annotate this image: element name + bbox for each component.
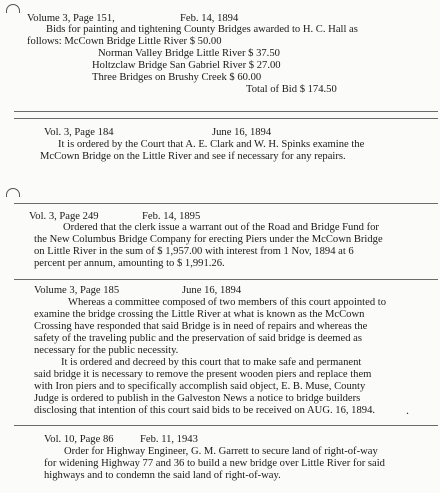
entry-text-line: Norman Valley Bridge Little River $ 37.50 <box>98 48 280 59</box>
entry-date: Feb. 11, 1943 <box>140 434 198 445</box>
entry-text-line: Three Bridges on Brushy Creek $ 60.00 <box>92 72 262 83</box>
entry-text-line: Ordered that the clerk issue a warrant out of the Road and Bridge Fund for <box>63 222 379 233</box>
entry-separator <box>14 118 438 119</box>
entry-text-line: necessary for the public necessity. <box>34 345 179 356</box>
entry-text-line: Holtzclaw Bridge San Gabriel River $ 27.00 <box>92 60 281 71</box>
entry-text-line: safety of the traveling public and the preservation of said bridge is deemed as <box>34 333 363 344</box>
entry-date: June 16, 1894 <box>212 127 272 138</box>
punch-hole-mark <box>6 4 20 13</box>
entry-date: Feb. 14, 1895 <box>142 211 201 222</box>
entry-text-line: the New Columbus Bridge Company for erecting Piers under the McCown Bridge <box>34 234 383 245</box>
entry-text-line: highways and to condemn the said land of right-of-way. <box>44 470 281 481</box>
entry-separator <box>14 111 438 112</box>
entry-separator <box>14 203 438 204</box>
entry-text-line: said bridge it is necessary to remove the present wooden piers and replace them <box>34 369 372 380</box>
volume-reference: Volume 3, Page 151, <box>27 13 115 24</box>
volume-reference: Vol. 10, Page 86 <box>44 434 114 445</box>
entry-date: June 16, 1894 <box>182 285 242 296</box>
entry-text-line: examine the bridge crossing the Little River at what is known as the McCown <box>34 309 365 320</box>
entry-text-line: Order for Highway Engineer, G. M. Garrett to secure land of right-of-way <box>64 446 378 457</box>
entry-text-line: Total of Bid $ 174.50 <box>246 84 337 95</box>
entry-text-line: Whereas a committee composed of two members of this court appointed to <box>68 297 387 308</box>
entry-text-line: McCown Bridge on the Little River and see if necessary for any repairs. <box>40 151 346 162</box>
entry-text-line: Judge is ordered to publish in the Galveston News a notice to bridge builders <box>34 393 361 404</box>
volume-reference: Vol. 3, Page 249 <box>29 211 99 222</box>
entry-separator <box>14 425 438 426</box>
volume-reference: Volume 3, Page 185 <box>34 285 120 296</box>
entry-text-line: follows: McCown Bridge Little River $ 50.00 <box>27 36 222 47</box>
entry-separator <box>14 279 438 280</box>
volume-reference: Vol. 3, Page 184 <box>44 127 114 138</box>
entry-text-line: on Little River in the sum of $ 1,957.00 with interest from 1 Nov, 1894 at 6 <box>34 246 354 257</box>
entry-date: Feb. 14, 1894 <box>180 13 239 24</box>
entry-text-line: Crossing have responded that said Bridge is in need of repairs and whereas the <box>34 321 368 332</box>
stray-mark: . <box>406 403 409 417</box>
entry-text-line: for widening Highway 77 and 36 to build a new bridge over Little River for said <box>44 458 385 469</box>
entry-text-line: Bids for painting and tightening County Bridges awarded to H. C. Hall as <box>46 24 358 35</box>
entry-text-line: with Iron piers and to specifically accomplish said object, E. B. Muse, County <box>34 381 366 392</box>
entry-text-line: It is ordered and decreed by this court that to make safe and permanent <box>61 357 362 368</box>
entry-text-line: It is ordered by the Court that A. E. Clark and W. H. Spinks examine the <box>58 139 365 150</box>
entry-text-line: disclosing that intention of this court said bids to be received on AUG. 16, 1894. <box>34 405 376 416</box>
entry-text-line: percent per annum, amounting to $ 1,991.26. <box>34 258 225 269</box>
punch-hole-mark <box>6 188 20 197</box>
